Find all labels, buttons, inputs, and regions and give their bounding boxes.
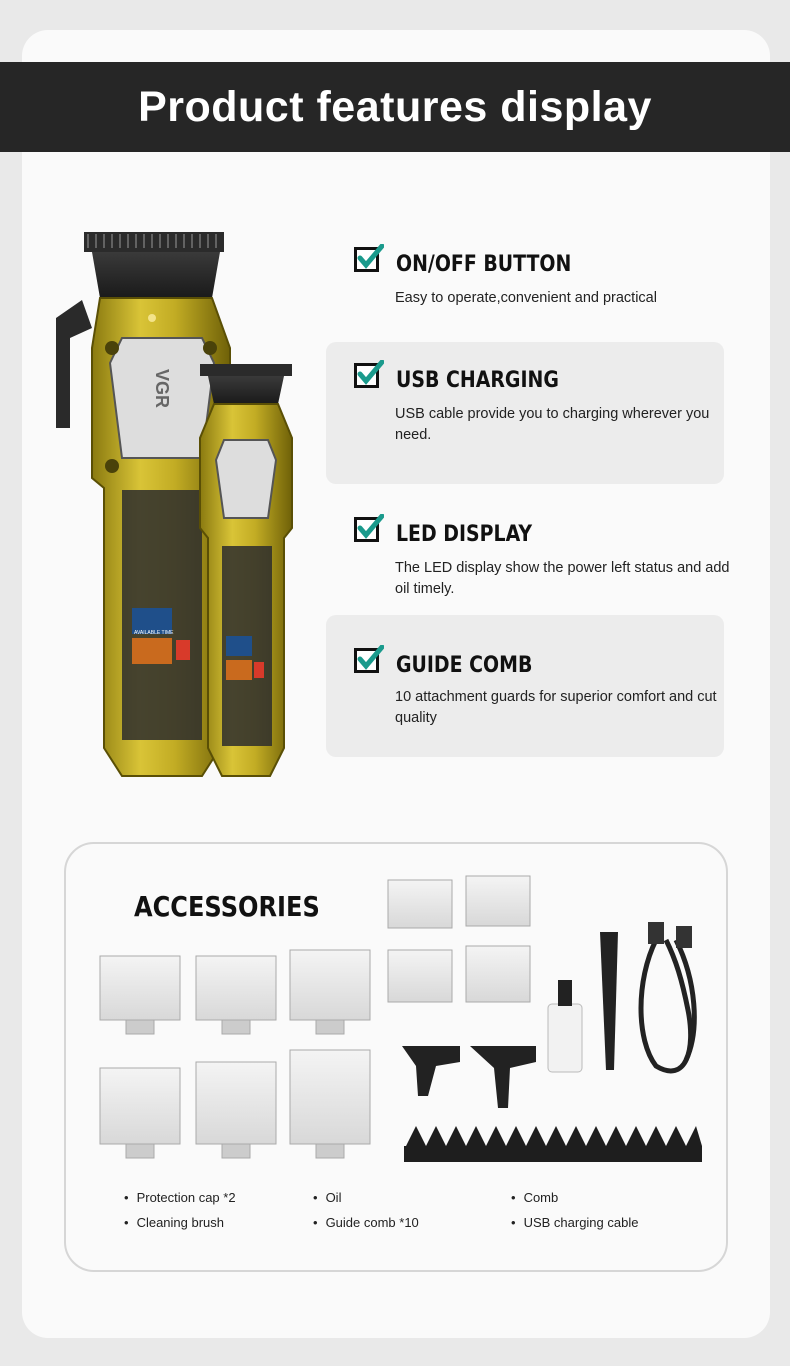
feature-desc: The LED display show the power left status and add oil timely.	[395, 560, 730, 597]
cleaning-brush-icon	[600, 932, 618, 1070]
page-title: Product features display	[138, 82, 652, 131]
feature-title: LED DISPLAY	[396, 522, 533, 547]
feature-title: GUIDE COMB	[396, 653, 533, 678]
oil-bottle-icon	[548, 1004, 582, 1072]
feature-desc: 10 attachment guards for superior comfort and cut quality	[395, 689, 717, 726]
accessories-title: ACCESSORIES	[134, 890, 320, 923]
usb-cable-icon	[641, 940, 694, 1071]
feature-desc: Easy to operate,convenient and practical	[395, 290, 657, 306]
feature-usb-charging	[326, 342, 724, 484]
accessory-item: • Protection cap *2	[124, 1190, 236, 1205]
checkbox-icon	[354, 514, 384, 542]
product-image	[52, 228, 302, 784]
accessory-item: • Cleaning brush	[124, 1215, 224, 1230]
accessory-item: • Comb	[511, 1190, 558, 1205]
feature-title: ON/OFF BUTTON	[396, 252, 572, 277]
feature-title: USB CHARGING	[396, 368, 559, 393]
accessory-item: • Guide comb *10	[313, 1215, 419, 1230]
feature-led-display	[326, 500, 730, 608]
accessory-item: • Oil	[313, 1190, 341, 1205]
feature-guide-comb	[326, 615, 724, 757]
feature-desc: USB cable provide you to charging wherever you need.	[395, 406, 710, 443]
accessory-item: • USB charging cable	[511, 1215, 638, 1230]
guide-comb-icon	[100, 876, 530, 1158]
product-brand-label: VGR	[152, 368, 173, 409]
protection-cap-icon	[470, 1046, 536, 1108]
comb-icon	[404, 1126, 702, 1162]
page-title-banner	[0, 62, 790, 152]
protection-cap-icon	[402, 1046, 460, 1096]
checkbox-icon	[354, 360, 384, 388]
accessories-image	[96, 870, 706, 1170]
checkbox-icon	[354, 244, 384, 272]
checkbox-icon	[354, 645, 384, 673]
feature-on-off-button	[326, 232, 724, 332]
product-screen-label: AVAILABLE TIME	[134, 630, 174, 636]
